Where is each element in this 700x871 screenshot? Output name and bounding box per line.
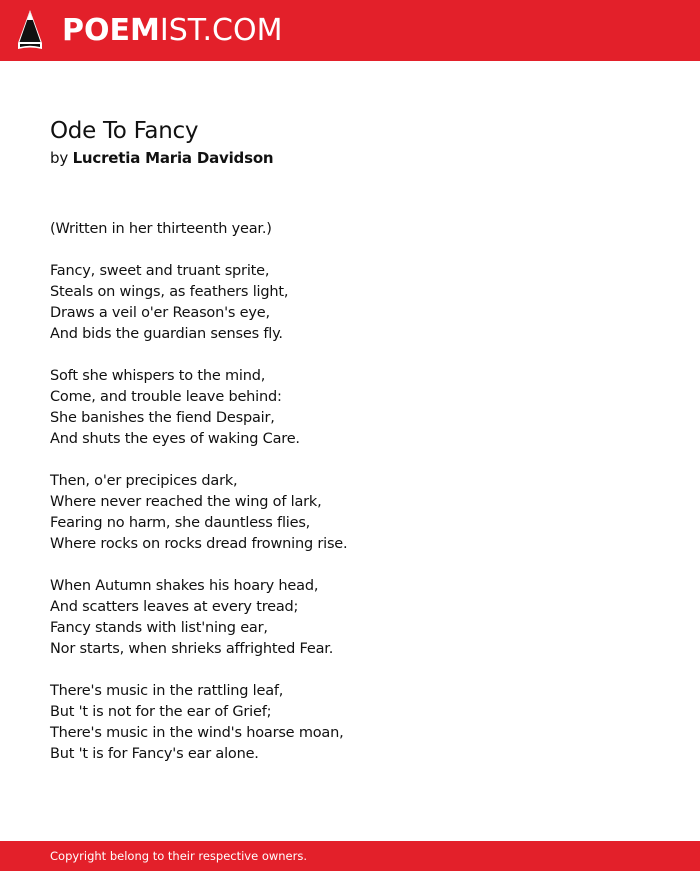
poem-line: Fancy, sweet and truant sprite, — [50, 263, 270, 279]
brand-light: IST.COM — [159, 13, 283, 48]
stanza — [50, 471, 650, 555]
poem-line: Fearing no harm, she dauntless flies, — [50, 515, 311, 531]
poem-line: Fancy stands with list'ning ear, — [50, 620, 268, 636]
brand-bold: POEM — [62, 13, 160, 48]
pencil-tip-icon[interactable] — [17, 9, 43, 51]
poem-line: And bids the guardian senses fly. — [50, 326, 283, 342]
poem-line: There's music in the wind's hoarse moan, — [50, 725, 344, 741]
poem-line: Come, and trouble leave behind: — [50, 389, 282, 405]
stanza — [50, 681, 650, 765]
poem-line: She banishes the fiend Despair, — [50, 410, 275, 426]
poem-line: There's music in the rattling leaf, — [50, 683, 284, 699]
stanza — [50, 576, 650, 660]
poem-line: But 't is not for the ear of Grief; — [50, 704, 272, 720]
poem-line: Nor starts, when shrieks affrighted Fear. — [50, 641, 334, 657]
poem-line: Steals on wings, as feathers light, — [50, 284, 289, 300]
poem-body — [50, 219, 650, 786]
site-header — [0, 0, 700, 61]
poem-title: Ode To Fancy — [50, 118, 199, 144]
poem-line: Draws a veil o'er Reason's eye, — [50, 305, 270, 321]
poem-author: Lucretia Maria Davidson — [72, 149, 274, 167]
poem-line: (Written in her thirteenth year.) — [50, 221, 272, 237]
stanza — [50, 366, 650, 450]
byline — [50, 147, 670, 169]
site-logo-text[interactable] — [62, 11, 282, 51]
poem-line: When Autumn shakes his hoary head, — [50, 578, 319, 594]
stanza — [50, 219, 650, 240]
poem-line: And scatters leaves at every tread; — [50, 599, 299, 615]
poem-line: Then, o'er precipices dark, — [50, 473, 238, 489]
site-footer — [0, 841, 700, 871]
poem-header — [50, 116, 670, 169]
stanza — [50, 261, 650, 345]
copyright-text: Copyright belong to their respective owners. — [50, 849, 308, 863]
poem-line: Soft she whispers to the mind, — [50, 368, 266, 384]
poem-line: And shuts the eyes of waking Care. — [50, 431, 300, 447]
by-label: by — [50, 149, 68, 167]
poem-line: Where never reached the wing of lark, — [50, 494, 322, 510]
poem-line: But 't is for Fancy's ear alone. — [50, 746, 259, 762]
poem-line: Where rocks on rocks dread frowning rise. — [50, 536, 348, 552]
